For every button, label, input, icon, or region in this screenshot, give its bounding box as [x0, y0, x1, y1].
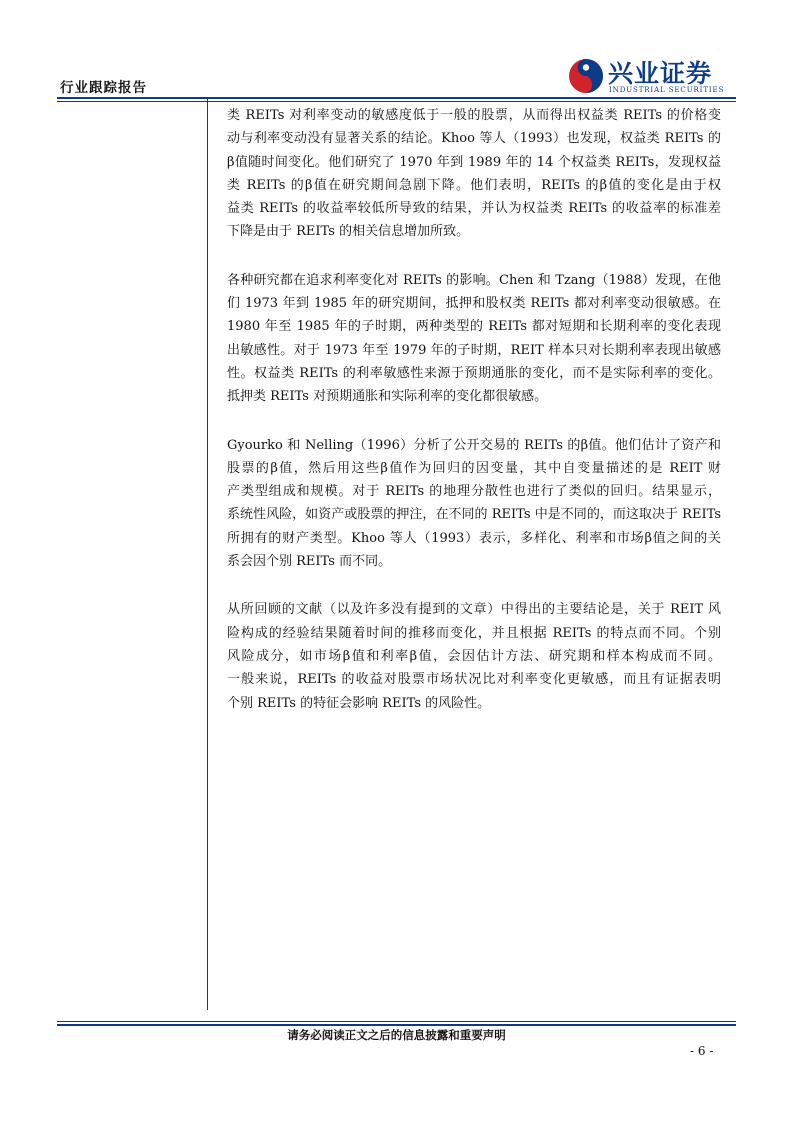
logo-chinese-name: 兴业证券 [608, 59, 713, 88]
text-line: 险构成的经验结果随着时间的推移而变化，并且根据 REITs 的特点而不同。个别 [227, 625, 721, 641]
text-line: 们 1973 年到 1985 年的研究期间，抵押和股权类 REITs 都对利率变动很敏感。在 [227, 296, 721, 312]
logo-emblem-icon [566, 56, 606, 96]
page-number: - 6 - [690, 1044, 714, 1058]
text-line: 性。权益类 REITs 的利率敏感性来源于预期通胀的变化，而不是实际利率的变化。 [227, 365, 721, 381]
text-line: 动与利率变动没有显著关系的结论。Khoo 等人（1993）也发现，权益类 REITs 的 [227, 131, 721, 147]
text-line: 所拥有的财产类型。Khoo 等人（1993）表示，多样化、利率和市场β值之间的关 [227, 530, 721, 546]
company-logo [566, 52, 741, 98]
text-line: 股票的β值，然后用这些β值作为回归的因变量，其中自变量描述的是 REIT 财 [227, 460, 721, 476]
text-line: 出敏感性。对于 1973 年至 1979 年的子时期，REIT 样本只对长期利率表现出敏感 [227, 342, 721, 358]
text-line: 风险成分，如市场β值和利率β值，会因估计方法、研究期和样本构成而不同。 [227, 648, 721, 664]
text-line: 类 REITs 对利率变动的敏感度低于一般的股票，从而得出权益类 REITs 的价格变 [227, 108, 721, 123]
footer-disclaimer: 请务必阅读正文之后的信息披露和重要声明 [287, 1028, 506, 1042]
paragraph-2 [227, 269, 721, 409]
text-line: 类 REITs 的β值在研究期间急剧下降。他们表明，REITs 的β值的变化是由于权 [227, 177, 721, 193]
header-rule-thin [57, 101, 736, 102]
text-line: 下降是由于 REITs 的相关信息增加所致。 [227, 224, 470, 240]
text-line: 益类 REITs 的收益率较低所导致的结果，并认为权益类 REITs 的收益率的标准差 [227, 201, 721, 217]
paragraph-1 [227, 104, 721, 244]
text-line: 个别 REITs 的特征会影响 REITs 的风险性。 [227, 695, 491, 711]
text-line: 系会因个别 REITs 而不同。 [227, 554, 392, 570]
text-line: 1980 年至 1985 年的子时期，两种类型的 REITs 都对短期和长期利率的变化表现 [227, 319, 721, 335]
header-rule [57, 97, 736, 99]
left-margin-rule [207, 99, 208, 1010]
body-content [227, 104, 721, 740]
text-line: 抵押类 REITs 对预期通胀和实际利率的变化都很敏感。 [227, 389, 548, 405]
paragraph-4 [227, 598, 721, 714]
footer-rule-thin [57, 1021, 736, 1022]
text-line: β值随时间变化。他们研究了 1970 年到 1989 年的 14 个权益类 REITs，发现权益 [227, 154, 721, 170]
text-line: 从所回顾的文献（以及许多没有提到的文章）中得出的主要结论是，关于 REIT 风 [227, 602, 721, 618]
text-line: Gyourko 和 Nelling（1996）分析了公开交易的 REITs 的β值。他们估计了资产和 [227, 437, 721, 453]
text-line: 各种研究都在追求利率变化对 REITs 的影响。Chen 和 Tzang（1988）发现，在他 [227, 272, 721, 288]
footer-rule [57, 1024, 736, 1026]
text-line: 系统性风险，如资产或股票的押注，在不同的 REITs 中是不同的，而这取决于 REITs [227, 507, 721, 523]
text-line: 产类型组成和规模。对于 REITs 的地理分散性也进行了类似的回归。结果显示， [227, 484, 721, 500]
logo-english-name: INDUSTRIAL SECURITIES [609, 86, 725, 94]
text-line: 一般来说，REITs 的收益对股票市场状况比对利率变化更敏感，而且有证据表明 [227, 672, 721, 688]
report-type-title: 行业跟踪报告 [60, 80, 147, 96]
paragraph-3 [227, 434, 721, 574]
